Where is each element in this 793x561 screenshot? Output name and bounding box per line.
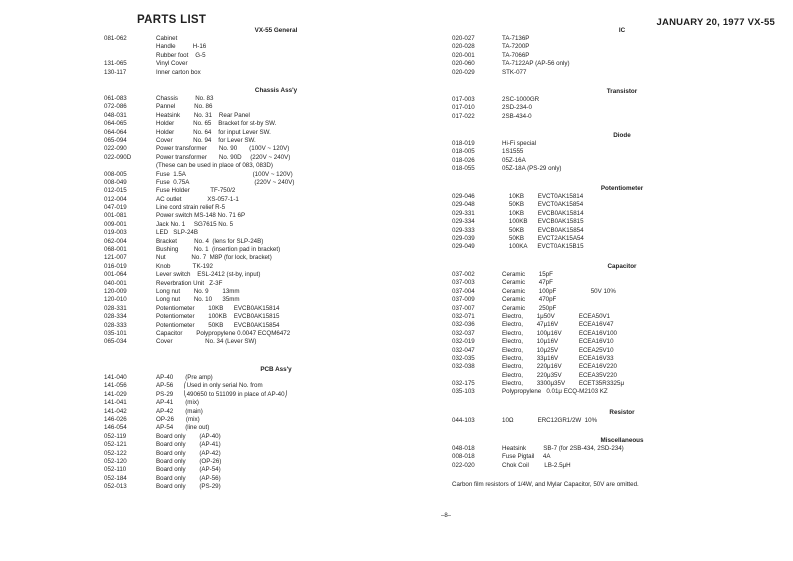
part-row [452, 380, 782, 388]
part-number: 018-055 [452, 165, 475, 173]
part-description: AP-41 (mix) [156, 399, 199, 407]
part-description: Jack No. 1 SG7615 No. 5 [156, 220, 234, 228]
part-row [452, 104, 782, 112]
part-row [104, 246, 434, 254]
part-description: Ceramic 250pF [502, 304, 557, 312]
part-row [104, 424, 434, 432]
section-resistor [452, 408, 782, 425]
part-row [452, 363, 782, 371]
part-description: Power transformer No. 90 (100V ~ 120V) [156, 145, 290, 153]
part-row [452, 210, 782, 218]
part-row [452, 157, 782, 165]
part-description: 50KB EVCT2AK15A54 [502, 234, 584, 242]
section-title: Resistor [609, 409, 635, 416]
part-row [104, 204, 434, 212]
part-description: Handle H-16 [156, 43, 207, 51]
part-description: Potentiometer 10KB EVCB0AK15814 [156, 304, 280, 312]
part-description: Electro, 33μ16V ECEA16V33 [502, 354, 614, 362]
part-number: 029-046 [452, 193, 475, 200]
part-description: Rubber foot G-5 [156, 51, 206, 59]
part-number: 072-086 [104, 103, 127, 111]
part-description: Bushing No. 1 (insertion pad in bracket) [156, 246, 281, 254]
part-number: 064-065 [104, 120, 127, 128]
part-row [452, 462, 782, 470]
part-description: 05Z-16A [502, 156, 526, 164]
part-description: Electro, 3300μ35V ECET35R3325μ [502, 380, 625, 388]
part-row [104, 450, 434, 458]
part-description: AP-54 (line out) [156, 424, 210, 432]
part-row [104, 187, 434, 195]
part-number: 062-004 [104, 237, 127, 245]
part-row [452, 372, 782, 380]
section-title: IC [618, 27, 626, 34]
page-title: PARTS LIST [137, 14, 207, 26]
part-row [104, 137, 434, 145]
part-description: 50KB EVCT0AK15854 [502, 201, 584, 209]
part-number: 081-062 [104, 35, 127, 42]
part-description: LED SLP-24B [156, 229, 198, 237]
part-number: 012-004 [104, 195, 127, 203]
part-number: 020-027 [452, 35, 475, 42]
part-number: 052-119 [104, 432, 127, 440]
section-diode [452, 131, 782, 174]
part-number: 141-040 [104, 374, 127, 381]
part-description: Ceramic 15pF [502, 271, 553, 278]
part-description: Electro, 10μ16V ECEA16V10 [502, 338, 614, 346]
part-description: 100KA EVCT0AK15B15 [502, 243, 584, 251]
part-number: 029-039 [452, 234, 475, 242]
part-number: 052-121 [104, 441, 127, 449]
part-description: Electro, 100μ16V ECEA16V100 [502, 329, 618, 337]
part-description: Board only (AP-56) [156, 474, 221, 482]
part-number: 029-333 [452, 226, 475, 234]
section-potentiometer [452, 184, 782, 252]
part-row [104, 238, 434, 246]
part-number: 068-001 [104, 246, 127, 254]
part-row [452, 347, 782, 355]
part-description: Ceramic 100pF 50V 10% [502, 287, 616, 295]
part-row [104, 280, 434, 288]
section-chassis [104, 86, 434, 347]
part-row [104, 399, 434, 407]
part-row [104, 196, 434, 204]
document-date: JANUARY 20, 1977 VX-55 [656, 17, 775, 28]
part-description: Board only (PS-29) [156, 483, 221, 491]
part-number: 121-007 [104, 254, 127, 262]
part-row [104, 52, 434, 60]
part-row [452, 355, 782, 363]
part-number: 032-035 [452, 354, 475, 362]
part-description: Power switch MS-148 No. 71 6P [156, 212, 246, 220]
part-row [452, 313, 782, 321]
part-description: Capacitor Polypropylene 0.0047 ECQM6472 [156, 329, 291, 337]
part-row [452, 305, 782, 313]
part-description: Electro, 10μ25V ECEA25V10 [502, 346, 614, 354]
part-description: PS-29 ⎝490650 to 511099 in place of AP-40⎠ [156, 390, 288, 398]
part-number: 035-103 [452, 388, 475, 396]
part-row [452, 201, 782, 209]
part-number: 018-005 [452, 148, 475, 156]
part-number: 052-013 [104, 483, 127, 491]
part-row [452, 271, 782, 279]
part-row [104, 271, 434, 279]
part-number: 017-010 [452, 104, 475, 112]
section-title: VX-55 General [254, 27, 298, 34]
part-row [452, 388, 782, 396]
part-row [104, 35, 434, 43]
part-row [452, 96, 782, 104]
part-description: 1S1555 [502, 148, 524, 156]
part-row [104, 338, 434, 346]
part-row [104, 441, 434, 449]
part-row [452, 193, 782, 201]
part-number: 001-081 [104, 212, 127, 220]
part-description: Electro, 220μ35V ECEA35V220 [502, 371, 618, 379]
part-number: 052-122 [104, 449, 127, 457]
part-description: Fuse Holder TF-750/2 [156, 187, 236, 195]
part-row [104, 296, 434, 304]
part-row [452, 43, 782, 51]
part-description: 2SC-1000GR [502, 96, 540, 103]
part-number: 065-094 [104, 136, 127, 144]
part-row [104, 483, 434, 491]
part-description: Fuse 0.75A (220V ~ 240V) [156, 178, 295, 186]
part-description: 2SD-234-0 [502, 104, 532, 112]
part-description: TA-7122AP (AP-56 only) [502, 60, 570, 68]
part-row [104, 374, 434, 382]
part-number: 141-041 [104, 399, 127, 407]
part-description: AP-56 ⎛Used in only serial No. from [156, 382, 263, 390]
part-description: Board only (AP-40) [156, 432, 221, 440]
part-description: Electro, 1μ50V ECEA50V1 [502, 312, 611, 320]
part-number: 022-090D [104, 153, 132, 161]
part-number: 120-009 [104, 287, 127, 295]
section-general [104, 26, 434, 77]
part-row [452, 227, 782, 235]
part-description: 10KB EVCT0AK15814 [502, 193, 584, 200]
part-row [104, 330, 434, 338]
part-row [104, 120, 434, 128]
part-row [104, 60, 434, 68]
part-number: 020-029 [452, 68, 475, 76]
part-row [104, 129, 434, 137]
part-description: Chassis No. 83 [156, 95, 214, 102]
part-row [452, 453, 782, 461]
section-title: Potentiometer [600, 185, 644, 192]
part-description: Fuse Pigtail 4A [502, 453, 551, 461]
part-description: Potentiometer 50KB EVCB0AK15854 [156, 321, 280, 329]
part-row [104, 475, 434, 483]
part-description: TA-7066P [502, 51, 530, 59]
part-description: (These can be used in place of 083, 083D) [156, 162, 273, 170]
part-number: 037-003 [452, 279, 475, 287]
part-number: 022-020 [452, 461, 475, 469]
part-description: STK-077 [502, 68, 527, 76]
part-row [104, 221, 434, 229]
part-description: Heatsink No. 31 Rear Panel [156, 111, 250, 119]
part-number: 131-065 [104, 60, 127, 68]
part-number: 020-060 [452, 60, 475, 68]
part-row [452, 445, 782, 453]
section-pcb [104, 365, 434, 491]
part-number: 018-019 [452, 140, 475, 147]
part-description: Holder No. 65 Bracket for st-by SW. [156, 120, 277, 128]
part-number: 008-005 [104, 170, 127, 178]
part-number: 141-042 [104, 407, 127, 415]
part-row [104, 154, 434, 162]
part-description: AP-42 (main) [156, 407, 203, 415]
part-description: Line cord strain relief R-5 [156, 204, 226, 212]
part-number: 032-047 [452, 346, 475, 354]
part-row [452, 235, 782, 243]
section-title: Diode [613, 132, 631, 139]
part-row [452, 113, 782, 121]
part-description: 05Z-18A (PS-29 only) [502, 165, 562, 173]
part-number: 032-037 [452, 329, 475, 337]
part-number: 035-101 [104, 329, 127, 337]
part-row [104, 212, 434, 220]
part-number: 037-007 [452, 304, 475, 312]
part-row [452, 60, 782, 68]
part-description: Power transformer No. 90D (220V ~ 240V) [156, 153, 291, 161]
section-transistor [452, 87, 782, 121]
part-row [452, 218, 782, 226]
part-number: 052-110 [104, 466, 127, 474]
part-row [104, 69, 434, 77]
part-description: Board only (AP-41) [156, 441, 221, 449]
part-number: 061-083 [104, 95, 127, 102]
part-description: Inner carton box [156, 68, 201, 76]
part-row [452, 288, 782, 296]
part-number: 028-333 [104, 321, 127, 329]
part-row [104, 322, 434, 330]
part-row [452, 330, 782, 338]
part-description: Vinyl Cover [156, 60, 188, 68]
part-row [104, 408, 434, 416]
part-row [104, 43, 434, 51]
part-row [104, 179, 434, 187]
part-description: Cover No. 94 for Lever SW. [156, 136, 256, 144]
part-number: 146-026 [104, 415, 127, 423]
part-number: 032-071 [452, 312, 475, 320]
section-title: Miscellaneous [600, 437, 644, 444]
section-miscellaneous [452, 436, 782, 470]
part-description: Lever switch ESL-2412 (st-by, input) [156, 271, 261, 279]
part-description: Electro, 220μ16V ECEA16V220 [502, 363, 618, 371]
part-number: 020-001 [452, 51, 475, 59]
part-description: Chok Coil LB-2.5μH [502, 461, 571, 469]
part-row [104, 112, 434, 120]
part-description: Electro, 47μ16V ECEA16V47 [502, 321, 614, 329]
part-number: 032-038 [452, 363, 475, 371]
part-number: 044-103 [452, 417, 475, 424]
part-description: Holder No. 64 for input Lever SW. [156, 128, 271, 136]
part-description: OP-26 (mix) [156, 415, 200, 423]
section-title: PCB Ass'y [260, 366, 292, 373]
part-number: 016-019 [104, 262, 127, 270]
part-number: 065-034 [104, 338, 127, 346]
part-description: Board only (OP-26) [156, 457, 222, 465]
footer-note: Carbon film resistors of 1/4W, and Mylar Capacitor, 50V are omitted. [452, 481, 639, 488]
part-number: 130-117 [104, 68, 127, 76]
part-row [452, 165, 782, 173]
part-description: 2SB-434-0 [502, 112, 532, 120]
part-description: Hi-Fi special [502, 140, 537, 147]
part-number: 052-120 [104, 457, 127, 465]
part-number: 141-029 [104, 390, 127, 398]
part-row [104, 229, 434, 237]
part-number: 017-003 [452, 96, 475, 103]
part-number: 008-018 [452, 453, 475, 461]
part-row [104, 433, 434, 441]
part-description: Heatsink SB-7 (for 2SB-434, 2SD-234) [502, 445, 624, 452]
part-row [104, 313, 434, 321]
part-description: Long nut No. 10 35mm [156, 296, 240, 304]
part-number: 028-334 [104, 313, 127, 321]
section-title: Chassis Ass'y [254, 87, 298, 94]
part-description: Cover No. 34 (Lever SW) [156, 338, 257, 346]
part-row [452, 148, 782, 156]
part-row [452, 338, 782, 346]
part-number: 120-010 [104, 296, 127, 304]
part-description: Ceramic 470pF [502, 296, 557, 304]
part-number: 029-049 [452, 243, 475, 251]
part-row [104, 458, 434, 466]
part-number: 022-090 [104, 145, 127, 153]
part-description: 10Ω ERC12GR1/2W 10% [502, 417, 598, 424]
part-description: Board only (AP-54) [156, 466, 221, 474]
part-number: 032-175 [452, 380, 475, 388]
part-number: 018-026 [452, 156, 475, 164]
part-number: 037-002 [452, 271, 475, 278]
part-row [104, 103, 434, 111]
part-number: 052-184 [104, 474, 127, 482]
part-row [104, 416, 434, 424]
part-number: 019-003 [104, 229, 127, 237]
part-description: Cabinet [156, 35, 178, 42]
part-row [104, 263, 434, 271]
part-number: 029-331 [452, 209, 475, 217]
part-description: Reverbration Unit Z-3F [156, 279, 223, 287]
part-description: 50KB EVCB0AK15854 [502, 226, 584, 234]
part-description: Board only (AP-42) [156, 449, 221, 457]
part-row [104, 305, 434, 313]
part-number: 008-049 [104, 178, 127, 186]
part-row [104, 391, 434, 399]
part-row [452, 321, 782, 329]
part-number: 020-028 [452, 43, 475, 51]
part-number: 017-022 [452, 112, 475, 120]
part-number: 032-019 [452, 338, 475, 346]
part-number: 009-001 [104, 220, 127, 228]
page-number: –8– [441, 513, 452, 519]
part-description: 10KB EVCB0AK15814 [502, 209, 584, 217]
part-description: Polypropylene 0.01μ ECQ-M2103 KZ [502, 388, 608, 396]
part-row [452, 140, 782, 148]
part-row [104, 254, 434, 262]
part-row [104, 145, 434, 153]
section-ic [452, 26, 782, 77]
part-number: 040-001 [104, 279, 127, 287]
part-number: 032-036 [452, 321, 475, 329]
part-description: TA-7200P [502, 43, 530, 51]
part-number: 048-018 [452, 445, 475, 452]
part-description: Fuse 1.5A (100V ~ 120V) [156, 170, 293, 178]
part-number: 037-009 [452, 296, 475, 304]
part-description: Potentiometer 100KB EVCB0AK15815 [156, 313, 280, 321]
part-description: 100KB EVCB0AK15815 [502, 218, 584, 226]
part-row [452, 52, 782, 60]
part-description: Ceramic 47pF [502, 279, 553, 287]
part-number: 141-056 [104, 382, 127, 390]
part-number: 028-331 [104, 304, 127, 312]
part-description: Nut No. 7 M8P (for lock, bracket) [156, 254, 272, 262]
part-row [452, 417, 782, 425]
part-row [104, 288, 434, 296]
part-row [452, 296, 782, 304]
part-row [104, 171, 434, 179]
part-row [104, 162, 434, 170]
part-description: TA-7136P [502, 35, 530, 42]
part-number: 037-004 [452, 287, 475, 295]
part-description: Knob TK-192 [156, 262, 213, 270]
part-row [452, 243, 782, 251]
part-row [452, 35, 782, 43]
part-number: 012-015 [104, 187, 127, 195]
part-number: 064-064 [104, 128, 127, 136]
part-number: 047-019 [104, 204, 127, 212]
part-description: Long nut No. 9 13mm [156, 287, 240, 295]
part-number: 029-048 [452, 201, 475, 209]
section-title: Capacitor [607, 263, 637, 270]
part-number: 048-031 [104, 111, 127, 119]
part-description: Pannel No. 86 [156, 103, 213, 111]
part-row [104, 466, 434, 474]
part-number: 001-064 [104, 271, 127, 279]
part-description: Bracket No. 4 (lens for SLP-24B) [156, 237, 264, 245]
part-row [104, 382, 434, 390]
part-number: 146-054 [104, 424, 127, 432]
part-row [104, 95, 434, 103]
part-description: AC outlet XS-057-1-1 [156, 195, 239, 203]
part-number: 029-334 [452, 218, 475, 226]
part-row [452, 279, 782, 287]
part-description: AP-40 (Pre amp) [156, 374, 213, 381]
part-row [452, 69, 782, 77]
section-capacitor [452, 262, 782, 397]
section-title: Transistor [606, 88, 638, 95]
